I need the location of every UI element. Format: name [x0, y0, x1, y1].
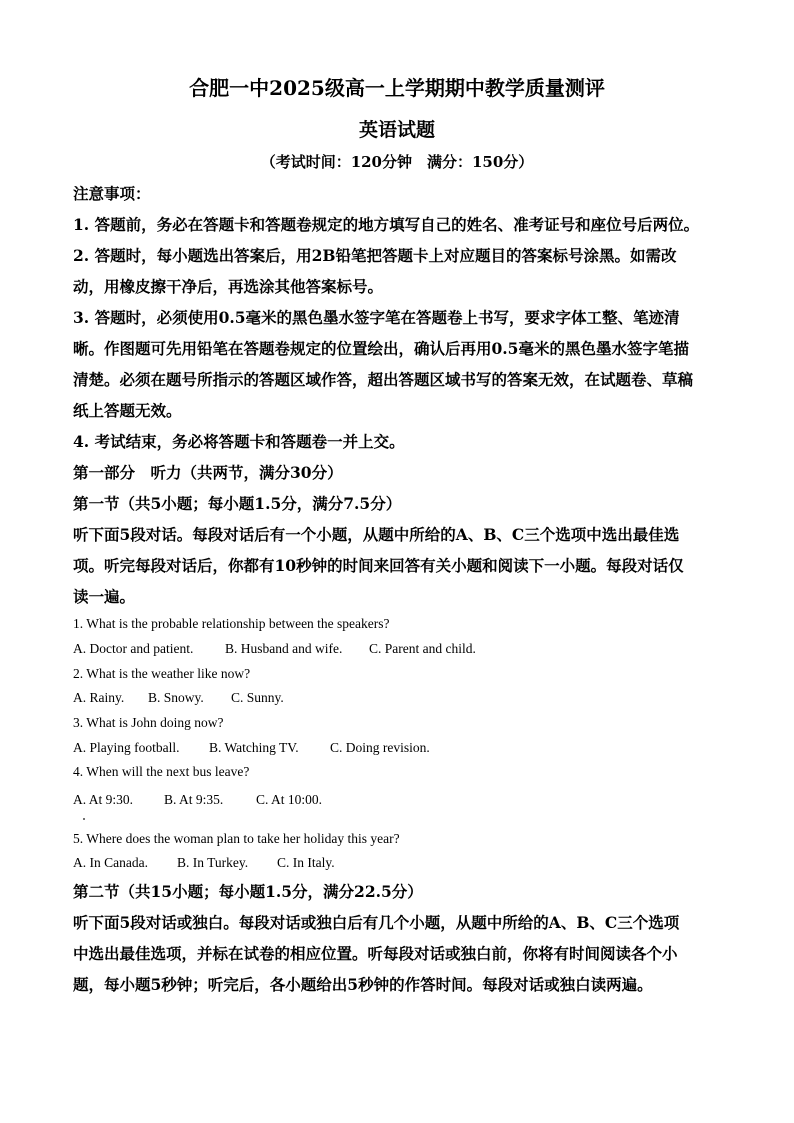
note-item-2-line-2: 动，用橡皮擦干净后，再选涂其他答案标号。 — [73, 277, 384, 296]
note-item-2-line-1: 2. 答题时，每小题选出答案后，用2B铅笔把答题卡上对应题目的答案标号涂黑。如需改 — [73, 246, 677, 265]
section2-heading: 第二节（共15小题；每小题1.5分，满分22.5分） — [73, 882, 423, 901]
option-b: B. Snowy. — [148, 690, 204, 705]
option-a: A. In Canada. — [73, 855, 148, 870]
option-c: C. In Italy. — [277, 855, 335, 870]
part1-heading: 第一部分 听力（共两节，满分30分） — [73, 463, 343, 482]
section2-instruction-line-3: 题，每小题5秒钟；听完后，各小题给出5秒钟的作答时间。每段对话或独白读两遍。 — [73, 975, 653, 994]
section1-heading: 第一节（共5小题；每小题1.5分，满分7.5分） — [73, 494, 402, 513]
option-b: B. Husband and wife. — [225, 641, 343, 656]
option-b: B. In Turkey. — [177, 855, 249, 870]
note-item-3-line-1: 3. 答题时，必须使用0.5毫米的黑色墨水签字笔在答题卷上书写，要求字体工整、笔迹清 — [73, 308, 680, 327]
section1-instruction-line-2: 项。听完每段对话后，你都有10秒钟的时间来回答有关小题和阅读下一小题。每段对话仅 — [73, 556, 684, 575]
section2-instruction-line-2: 中选出最佳选项，并标在试卷的相应位置。听每段对话或独白前，你将有时间阅读各个小 — [73, 944, 678, 963]
note-item-3-line-3: 清楚。必须在题号所指示的答题区域作答，超出答题区域书写的答案无效，在试题卷、草稿 — [73, 370, 694, 389]
question-stem: 3. What is John doing now? — [73, 715, 224, 730]
option-a: A. Doctor and patient. — [73, 641, 194, 656]
note-item-3-line-2: 晰。作图题可先用铅笔在答题卷规定的位置绘出，确认后再用0.5毫米的黑色墨水签字笔描 — [73, 339, 689, 358]
question-options — [73, 855, 335, 871]
option-b: B. At 9:35. — [164, 792, 224, 807]
option-c: C. Doing revision. — [330, 740, 430, 755]
question-stem: 2. What is the weather like now? — [73, 666, 251, 681]
section1-instruction-line-3: 读一遍。 — [73, 587, 136, 606]
section1-instruction-line-1: 听下面5段对话。每段对话后有一个小题，从题中所给的A、B、C三个选项中选出最佳选 — [73, 525, 680, 544]
option-a: A. Playing football. — [73, 740, 180, 755]
exam-subject: 英语试题 — [358, 119, 435, 141]
question-stem: 1. What is the probable relationship between the speakers? — [73, 616, 390, 631]
option-a: A. At 9:30. — [73, 792, 134, 807]
question-options — [73, 792, 322, 808]
option-c: C. At 10:00. — [256, 792, 323, 807]
question-options — [73, 740, 430, 756]
option-c: C. Parent and child. — [369, 641, 476, 656]
option-b: B. Watching TV. — [209, 740, 299, 755]
exam-info: （考试时间：120分钟 满分：150分） — [260, 153, 534, 171]
exam-title: 合肥一中2025级高一上学期期中教学质量测评 — [189, 76, 605, 100]
option-a: A. Rainy. — [73, 690, 125, 705]
section2-instruction-line-1: 听下面5段对话或独白。每段对话或独白后有几个小题，从题中所给的A、B、C三个选项 — [73, 913, 680, 932]
note-item-4: 4. 考试结束，务必将答题卡和答题卷一并上交。 — [73, 432, 405, 451]
option-c: C. Sunny. — [231, 690, 284, 705]
notes-heading: 注意事项： — [73, 184, 151, 203]
question-stem: 5. Where does the woman plan to take her holiday this year? — [73, 831, 400, 846]
stray-dot — [83, 818, 85, 820]
note-item-3-line-4: 纸上答题无效。 — [73, 401, 182, 420]
question-stem: 4. When will the next bus leave? — [73, 764, 250, 779]
note-item-1: 1. 答题前，务必在答题卡和答题卷规定的地方填写自己的姓名、准考证号和座位号后两位。 — [73, 215, 700, 234]
question-options — [73, 690, 284, 706]
question-options — [73, 641, 476, 657]
